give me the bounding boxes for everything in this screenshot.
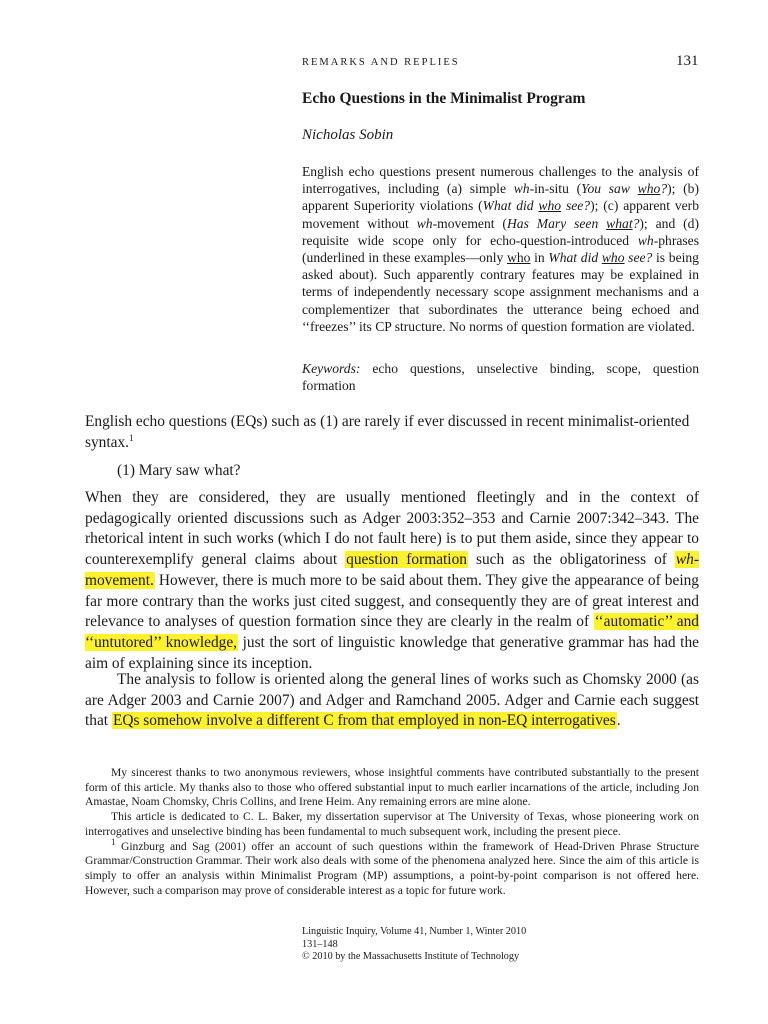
footnotes (85, 766, 699, 898)
highlight-automatic-knowledge: ‘‘automatic’’ and ‘‘untutored’’ knowledge, (85, 613, 699, 651)
keywords (302, 360, 699, 394)
journal-citation: Linguistic Inquiry, Volume 41, Number 1, Winter 2010 (302, 926, 527, 937)
article-author: Nicholas Sobin (302, 127, 394, 143)
acknowledgment-1: My sincerest thanks to two anonymous reviewers, whose insightful comments have contributed substantially to the present form of this article. My thanks also to those who offered substantial input to much earlier incarnations of the article, including Jon Amastae, Noam Chomsky, Chris Collins, and Irene Heim. Any remaining errors are mine alone. (85, 766, 699, 809)
body-paragraph-2: When they are considered, they are usually mentioned fleetingly and in the context of pedagogically oriented discussions such as Adger 2003:352–353 and Carnie 2007:342–343. The rhetorical intent in such works (which I do not fault here) is to put them aside, since they appear to counterexemplify general claims about question formation such as the obligatoriness of wh-movement. However, there is much more to be said about them. They give the appearance of being far more contrary than the works just cited suggest, and consequently they are of great interest and relevance to analyses of question formation since they are clearly in the realm of ‘‘automatic’’ and ‘‘untutored’’ knowledge, just the sort of linguistic knowledge that generative grammar has had the aim of explaining since its inception. (85, 489, 699, 672)
abstract: English echo questions present numerous challenges to the analysis of interrogatives, including (a) simple wh-in-situ (You saw who?); (b) apparent Superiority violations (What did who see?); (c) apparent verb movement without wh-movement (Has Mary seen what?); and (d) requisite wide scope only for echo-question-introduced wh-phrases (underlined in these examples—only who in What did who see? is being asked about). Such apparently contrary features may be explained in terms of independently necessary scope assignment mechanisms and a complementizer that subordinates the utterance being echoed and ‘‘freezes’’ its CP structure. No norms of question formation are violated. (302, 164, 700, 334)
keywords-text: echo questions, unselective binding, scope, question formation (302, 361, 699, 394)
keywords-label: Keywords: (302, 361, 361, 376)
acknowledgment-2: This article is dedicated to C. L. Baker, my dissertation supervisor at The University of Texas, whose pioneering work on interrogatives and unselective binding has been fundamental to much subsequent work, including the present piece. (85, 810, 699, 838)
highlight-different-c: EQs somehow involve a different C from that employed in non-EQ interrogatives (112, 712, 616, 730)
running-head: REMARKS AND REPLIES (302, 57, 460, 68)
journal-pages: 131–148 (302, 938, 338, 950)
journal-info (302, 926, 526, 964)
journal-copyright: © 2010 by the Massachusetts Institute of Technology (302, 951, 520, 963)
highlight-wh-movement: wh-movement. (85, 551, 699, 589)
article-title: Echo Questions in the Minimalist Program (302, 90, 586, 107)
highlight-question-formation: question formation (346, 551, 467, 569)
body-paragraph-1: English echo questions (EQs) such as (1) are rarely if ever discussed in recent minimalist-oriented syntax.$^1$ (85, 413, 690, 451)
example-1: (1) Mary saw what? (117, 462, 241, 479)
footnote-1: $^1$ Ginzburg and Sag (2001) offer an account of such questions within the framework of Head-Driven Phrase Structure Grammar/Construction Grammar. Their work also deals with some of the phenomena analyzed here. Since the aim of this article is simply to offer an analysis within Minimalist Program (MP) assumptions, a point-by-point comparison is not offered here. However, such a comparison may prove of considerable interest as a topic for future work. (85, 836, 699, 897)
footnote-ref-1[interactable]: 1 (129, 432, 134, 443)
body-paragraph-3: The analysis to follow is oriented along the general lines of works such as Chomsky 2000 (as are Adger 2003 and Carnie 2007) and Adger and Ramchand 2005. Adger and Carnie each suggest that EQs somehow involve a different C from that employed in non-EQ interrogatives. (85, 671, 699, 730)
page-number: 131 (676, 53, 699, 69)
